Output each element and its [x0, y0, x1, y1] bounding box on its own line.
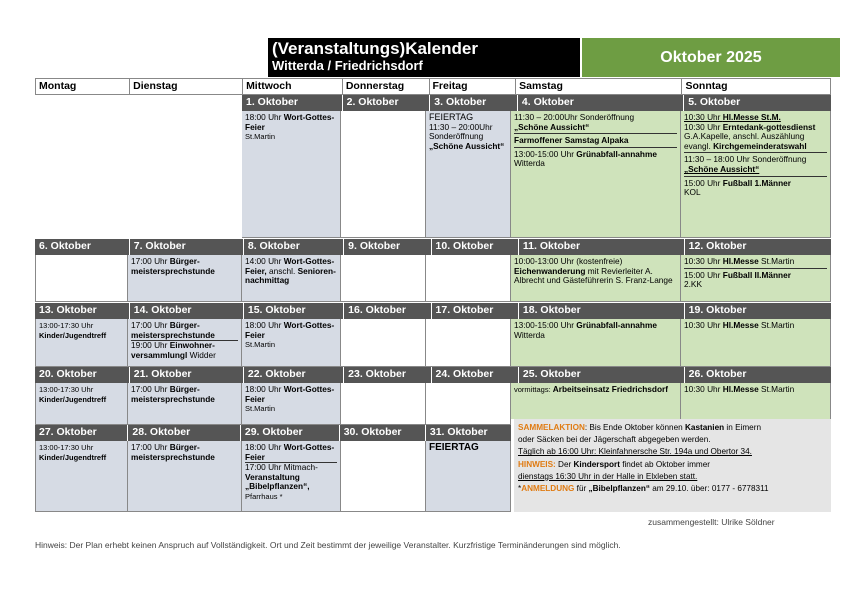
event-title: Wort-Gottes-Feier — [245, 320, 335, 340]
date-oct-4: 4. Oktober — [518, 95, 684, 111]
cell-oct-7 — [128, 255, 242, 302]
event-divider — [684, 268, 827, 269]
cell-oct-28 — [128, 441, 242, 512]
cell-oct-10 — [426, 255, 511, 302]
date-oct-11: 11. Oktober — [519, 239, 685, 255]
cell-oct-11 — [511, 255, 681, 302]
event-location: Witterda — [514, 158, 545, 169]
week2-date-bar — [35, 239, 831, 255]
event-time: 10:30 Uhr — [684, 320, 723, 330]
date-oct-10: 10. Oktober — [432, 239, 519, 255]
event-time: 19:00 Uhr — [131, 340, 170, 351]
cell-oct-12 — [681, 255, 831, 302]
cell-oct-15 — [242, 319, 341, 367]
event-divider — [514, 133, 677, 134]
event-time: 18:00 Uhr — [245, 384, 284, 394]
event-time: 10:30 Uhr — [684, 112, 723, 122]
event-title: Einwohner-versammlungl — [131, 340, 215, 360]
notice-text: „Bibelpflanzen“ — [588, 484, 650, 494]
event-title: Kinder/Jugendtreff — [39, 330, 107, 340]
date-oct-13: 13. Oktober — [35, 303, 130, 319]
event-time: 13:00-17:30 Uhr — [39, 385, 94, 394]
cell-oct-5 — [681, 111, 831, 238]
event-title: Bürger-meistersprechstunde — [131, 256, 215, 276]
cell-oct-6 — [35, 255, 128, 302]
event-title: Grünabfall-annahme — [576, 148, 657, 159]
weekday-wednesday: Mittwoch — [243, 78, 343, 94]
cell-oct-24 — [426, 383, 511, 425]
week1-date-bar — [242, 95, 831, 111]
notice-text: Der — [555, 459, 574, 469]
cell-oct-30 — [341, 441, 426, 512]
holiday-label: FEIERTAG — [429, 112, 474, 122]
event-time: vormittags: — [514, 385, 553, 394]
event-location: St.Martin — [758, 384, 795, 394]
event-time: 18:00 Uhr — [245, 112, 284, 122]
notice-text: für — [574, 484, 589, 494]
event-divider — [514, 147, 677, 148]
event-time: 11:30 – 20:00Uhr Sonderöffnung — [429, 121, 493, 142]
weekday-saturday: Samstag — [516, 78, 682, 94]
event-time: 18:00 Uhr — [245, 320, 284, 330]
event-time: 11:30 – 18:00 Uhr Sonderöffnung — [684, 154, 807, 165]
event-divider — [684, 152, 827, 153]
weekday-friday: Freitag — [430, 78, 517, 94]
date-oct-27: 27. Oktober — [35, 425, 128, 441]
event-title: Hl.Messe — [722, 320, 759, 330]
date-oct-7: 7. Oktober — [130, 239, 244, 255]
event-title: Bürger-meistersprechstunde — [131, 442, 215, 462]
weekday-thursday: Donnerstag — [343, 78, 430, 94]
date-oct-2: 2. Oktober — [343, 95, 431, 111]
cell-oct-31 — [426, 441, 511, 512]
date-oct-29: 29. Oktober — [241, 425, 340, 441]
event-title: Kirchgemeinderatswahl — [713, 140, 807, 151]
event-title: Bürger-meistersprechstunde — [131, 384, 215, 404]
event-title: Kinder/Jugendtreff — [39, 452, 107, 462]
event-time: 13:00-15:00 Uhr — [514, 320, 577, 330]
event-location: Pfarrhaus * — [245, 491, 283, 501]
week5-date-bar — [35, 425, 511, 441]
cell-oct-16 — [341, 319, 426, 367]
date-oct-26: 26. Oktober — [685, 367, 831, 383]
event-time: 17:00 Uhr — [131, 320, 170, 330]
event-time: 10:30 Uhr — [684, 384, 723, 394]
holiday-label: FEIERTAG — [429, 442, 479, 453]
date-oct-17: 17. Oktober — [432, 303, 519, 319]
notice-text: Kindersport — [573, 459, 620, 469]
event-title: Grünabfall-annahme — [576, 320, 657, 330]
event-location: G.A.Kapelle, anschl. Auszählung evangl. — [684, 131, 805, 151]
notice-line-6 — [518, 483, 827, 495]
event-note: mit Revierleiter A. Albrecht und Gästeführerin S. Franz-Lange — [514, 265, 673, 286]
event-time: 15:00 Uhr — [684, 177, 723, 188]
cell-oct-1 — [242, 111, 341, 238]
event-time: 10:30 Uhr — [684, 256, 723, 266]
date-oct-3: 3. Oktober — [430, 95, 518, 111]
event-title: Kinder/Jugendtreff — [39, 394, 107, 404]
event-title: „Schöne Aussicht“ — [429, 140, 505, 151]
event-location: St.Martin — [245, 404, 276, 414]
event-time: 13:00-17:30 Uhr — [39, 443, 94, 452]
week3-date-bar — [35, 303, 831, 319]
event-time: 17:00 Uhr — [131, 442, 170, 452]
week4-date-bar — [35, 367, 831, 383]
event-title: Fußball 1.Männer — [722, 177, 791, 188]
notice-text: findet ab Oktober immer — [619, 459, 711, 469]
date-oct-18: 18. Oktober — [519, 303, 685, 319]
cell-oct-20 — [35, 383, 128, 425]
cell-oct-4 — [511, 111, 681, 238]
cell-oct-27 — [35, 441, 128, 512]
event-title: Eichenwanderung — [514, 265, 586, 276]
notice-text: : Bis Ende Oktober können — [584, 423, 685, 432]
cell-oct-9 — [341, 255, 426, 302]
event-time: 10:30 Uhr — [684, 121, 723, 132]
event-location: 2.KK — [684, 279, 702, 290]
event-time: 13:00-17:30 Uhr — [39, 321, 94, 330]
cell-oct-18 — [511, 319, 681, 367]
notice-line-4 — [518, 459, 827, 471]
date-oct-23: 23. Oktober — [344, 367, 431, 383]
cell-oct-19 — [681, 319, 831, 367]
event-title: Wort-Gottes-Feier, — [245, 256, 335, 276]
event-title: Farmoffener Samstag Alpaka — [514, 135, 629, 146]
weekday-tuesday: Dienstag — [130, 78, 243, 94]
weekday-header-row — [35, 78, 831, 95]
weekday-sunday: Sonntag — [682, 78, 831, 94]
date-oct-31: 31. Oktober — [426, 425, 511, 441]
cell-oct-25 — [511, 383, 681, 419]
date-oct-30: 30. Oktober — [340, 425, 426, 441]
weekday-monday: Montag — [36, 78, 130, 94]
event-location: St.Martin — [758, 320, 795, 330]
date-oct-20: 20. Oktober — [35, 367, 130, 383]
footer-disclaimer: Hinweis: Der Plan erhebt keinen Anspruch auf Vollständigkeit. Ort und Zeit bestimmt der jeweilige Veranstalter. Kurzfristige Terminänderungen sind möglich. — [35, 540, 621, 550]
cell-oct-22 — [242, 383, 341, 425]
event-title: Bürger-meistersprechstunde — [131, 320, 215, 340]
cell-oct-26 — [681, 383, 831, 419]
event-title: Senioren-nachmittag — [245, 265, 336, 286]
event-title: „Schöne Aussicht“ — [514, 121, 590, 132]
event-title: Wort-Gottes-Feier — [245, 442, 335, 462]
notice-label: ANMELDUNG — [521, 484, 575, 494]
notice-text: in Eimern — [724, 423, 761, 432]
event-note: anschl. — [266, 265, 298, 276]
event-title: „Schöne Aussicht“ — [684, 163, 760, 174]
notice-box — [514, 419, 831, 512]
cell-oct-17 — [426, 319, 511, 367]
event-time: 18:00 Uhr — [245, 442, 284, 452]
credit-line: zusammengestellt: Ulrike Söldner — [648, 517, 775, 527]
date-oct-1: 1. Oktober — [242, 95, 343, 111]
date-oct-12: 12. Oktober — [685, 239, 831, 255]
notice-line-1 — [518, 422, 827, 434]
event-time: 17:00 Uhr — [131, 256, 170, 266]
notice-text: Kastanien — [685, 423, 725, 432]
notice-label: HINWEIS: — [518, 459, 556, 469]
calendar-title-box — [268, 38, 580, 77]
event-time: 17:00 Uhr Mitmach- — [245, 462, 318, 473]
date-oct-16: 16. Oktober — [344, 303, 431, 319]
date-oct-19: 19. Oktober — [685, 303, 831, 319]
event-title: Erntedank-gottesdienst — [722, 121, 816, 132]
notice-text: * — [518, 484, 522, 494]
date-oct-25: 25. Oktober — [519, 367, 685, 383]
month-label: Oktober 2025 — [582, 38, 840, 77]
event-location: Witterda — [514, 329, 545, 340]
event-title: Hl.Messe — [722, 384, 759, 394]
date-oct-21: 21. Oktober — [130, 367, 244, 383]
event-time: 11:30 – 20:00Uhr Sonderöffnung — [514, 112, 635, 122]
date-oct-28: 28. Oktober — [128, 425, 240, 441]
date-oct-22: 22. Oktober — [244, 367, 344, 383]
notice-text: am 29.10. über: 0177 - 6778311 — [649, 484, 769, 494]
cell-oct-21 — [128, 383, 242, 425]
date-oct-6: 6. Oktober — [35, 239, 130, 255]
event-location: St.Martin — [245, 132, 276, 142]
event-title: Veranstaltung — [245, 471, 300, 482]
cell-oct-14 — [128, 319, 242, 367]
date-oct-8: 8. Oktober — [244, 239, 344, 255]
event-time: 14:00 Uhr — [245, 256, 284, 266]
calendar-subtitle: Witterda / Friedrichsdorf — [272, 58, 423, 73]
event-title: Wort-Gottes-Feier — [245, 112, 335, 132]
notice-label: SAMMELAKTION — [518, 423, 585, 432]
event-title: „Bibelpflanzen“, — [245, 481, 310, 492]
event-time: 10:00-13:00 Uhr (kostenfreie) — [514, 256, 623, 266]
event-title: Wort-Gottes-Feier — [245, 384, 335, 404]
date-oct-24: 24. Oktober — [432, 367, 519, 383]
event-location: KOL — [684, 187, 701, 198]
calendar-title: (Veranstaltungs)Kalender — [272, 39, 478, 58]
event-title: Fußball II.Männer — [722, 269, 791, 280]
event-time: 13:00-15:00 Uhr — [514, 148, 577, 159]
notice-line-5: dienstags 16:30 Uhr in der Halle in Elxleben statt. — [518, 471, 698, 481]
date-oct-5: 5. Oktober — [684, 95, 831, 111]
date-oct-14: 14. Oktober — [130, 303, 244, 319]
event-location: Widder — [187, 349, 216, 360]
event-location: St.Martin — [758, 256, 795, 266]
cell-oct-2 — [341, 111, 426, 238]
event-time: 17:00 Uhr — [131, 384, 170, 394]
event-location: St.Martin — [245, 340, 276, 350]
event-title: Arbeitseinsatz Friedrichsdorf — [552, 384, 669, 394]
event-divider — [684, 176, 827, 177]
event-time: 15:00 Uhr — [684, 269, 723, 280]
date-oct-9: 9. Oktober — [344, 239, 431, 255]
event-title: Hl.Messe St.M. — [722, 112, 781, 122]
cell-oct-23 — [341, 383, 426, 425]
cell-oct-3 — [426, 111, 511, 238]
date-oct-15: 15. Oktober — [244, 303, 344, 319]
cell-oct-13 — [35, 319, 128, 367]
cell-oct-29 — [242, 441, 341, 512]
notice-line-2: oder Säcken bei der Jägerschaft abgegeben werden. — [518, 435, 711, 445]
notice-line-3: Täglich ab 16:00 Uhr: Kleinfahnersche Str. 194a und Obertor 34. — [518, 447, 752, 457]
event-title: Hl.Messe — [722, 256, 759, 266]
cell-oct-8 — [242, 255, 341, 302]
